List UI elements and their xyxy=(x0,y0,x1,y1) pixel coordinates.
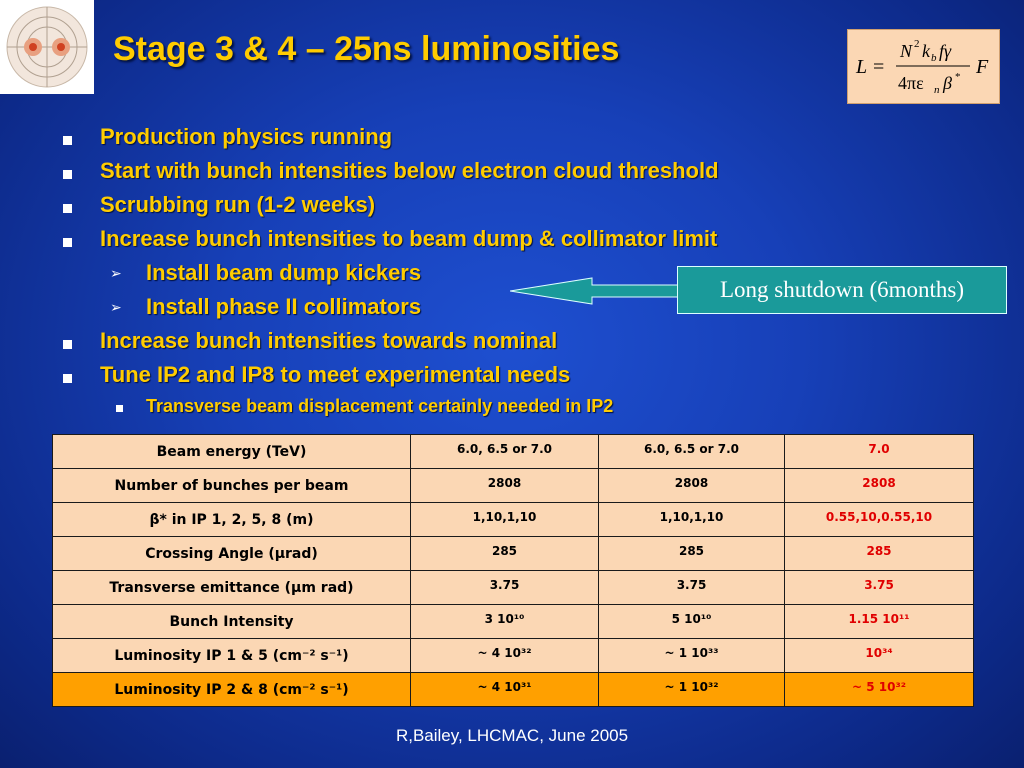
table-cell: 5 10¹⁰ xyxy=(599,605,785,639)
svg-text:*: * xyxy=(955,71,961,83)
sub-bullet-item: Install beam dump kickers xyxy=(146,260,422,285)
bullet-square-icon xyxy=(63,170,72,179)
table-row xyxy=(53,435,974,469)
table-cell: ~ 1 10³³ xyxy=(599,639,785,673)
table-row xyxy=(53,469,974,503)
left-arrow-icon xyxy=(510,276,682,306)
table-cell: 285 xyxy=(785,537,974,571)
bullet-item: Increase bunch intensities towards nominal xyxy=(100,328,558,353)
table-cell: 6.0, 6.5 or 7.0 xyxy=(599,435,785,469)
table-cell: ~ 4 10³² xyxy=(411,639,599,673)
row-label: Transverse emittance (μm rad) xyxy=(53,571,411,605)
table-cell: 2808 xyxy=(599,469,785,503)
bullet-square-icon xyxy=(63,136,72,145)
footer-credit: R,Bailey, LHCMAC, June 2005 xyxy=(395,726,629,745)
lhc-ring-icon xyxy=(0,0,94,94)
svg-text:k: k xyxy=(922,41,930,61)
bullet-item: Tune IP2 and IP8 to meet experimental needs xyxy=(100,362,571,387)
sub-bullet-item: Install phase II collimators xyxy=(146,294,422,319)
svg-text:b: b xyxy=(931,52,937,64)
table-cell: 3 10¹⁰ xyxy=(411,605,599,639)
bullet-item: Production physics running xyxy=(100,124,393,149)
table-cell: ~ 4 10³¹ xyxy=(411,673,599,707)
table-cell: 6.0, 6.5 or 7.0 xyxy=(411,435,599,469)
luminosity-formula xyxy=(847,29,1000,104)
bullet-square-icon xyxy=(63,204,72,213)
table-row xyxy=(53,571,974,605)
row-label: Luminosity IP 1 & 5 (cm⁻² s⁻¹) xyxy=(53,639,411,673)
bullet-item: Increase bunch intensities to beam dump & collimator limit xyxy=(100,226,718,251)
table-cell: ~ 5 10³² xyxy=(785,673,974,707)
table-row-highlighted xyxy=(53,673,974,707)
table-row xyxy=(53,639,974,673)
chevron-right-icon: ➢ xyxy=(110,265,122,281)
chevron-right-icon: ➢ xyxy=(110,299,122,315)
table-cell: 1,10,1,10 xyxy=(599,503,785,537)
sub-bullet-item: Transverse beam displacement certainly needed in IP2 xyxy=(146,396,614,416)
svg-text:β: β xyxy=(943,73,952,93)
table-cell: 3.75 xyxy=(785,571,974,605)
long-shutdown-callout: Long shutdown (6months) xyxy=(677,266,1007,314)
svg-text:=: = xyxy=(873,56,885,78)
bullet-square-icon xyxy=(116,405,123,412)
table-row xyxy=(53,605,974,639)
row-label: Luminosity IP 2 & 8 (cm⁻² s⁻¹) xyxy=(53,673,411,707)
row-label: Crossing Angle (μrad) xyxy=(53,537,411,571)
table-cell: 0.55,10,0.55,10 xyxy=(785,503,974,537)
parameters-table xyxy=(52,434,974,707)
svg-text:F: F xyxy=(976,56,989,78)
table-row xyxy=(53,537,974,571)
bullet-square-icon xyxy=(63,238,72,247)
table-cell: ~ 1 10³² xyxy=(599,673,785,707)
table-cell: 1,10,1,10 xyxy=(411,503,599,537)
table-cell: 3.75 xyxy=(411,571,599,605)
svg-text:N: N xyxy=(900,41,913,61)
table-cell: 2808 xyxy=(411,469,599,503)
bullet-item: Start with bunch intensities below electron cloud threshold xyxy=(100,158,719,183)
table-cell: 7.0 xyxy=(785,435,974,469)
svg-text:4πε: 4πε xyxy=(898,73,924,93)
row-label: Beam energy (TeV) xyxy=(53,435,411,469)
row-label: β* in IP 1, 2, 5, 8 (m) xyxy=(53,503,411,537)
table-cell: 2808 xyxy=(785,469,974,503)
table-cell: 285 xyxy=(411,537,599,571)
slide-title: Stage 3 & 4 – 25ns luminosities xyxy=(113,30,620,68)
svg-text:2: 2 xyxy=(914,38,920,50)
table-row xyxy=(53,503,974,537)
table-cell: 10³⁴ xyxy=(785,639,974,673)
row-label: Number of bunches per beam xyxy=(53,469,411,503)
table-cell: 1.15 10¹¹ xyxy=(785,605,974,639)
bullet-square-icon xyxy=(63,340,72,349)
svg-text:n: n xyxy=(934,84,940,96)
bullet-square-icon xyxy=(63,374,72,383)
table-cell: 3.75 xyxy=(599,571,785,605)
row-label: Bunch Intensity xyxy=(53,605,411,639)
svg-text:L: L xyxy=(856,56,868,78)
bullet-item: Scrubbing run (1-2 weeks) xyxy=(100,192,376,217)
table-cell: 285 xyxy=(599,537,785,571)
lhc-logo xyxy=(0,0,94,94)
svg-text:fγ: fγ xyxy=(939,41,952,61)
